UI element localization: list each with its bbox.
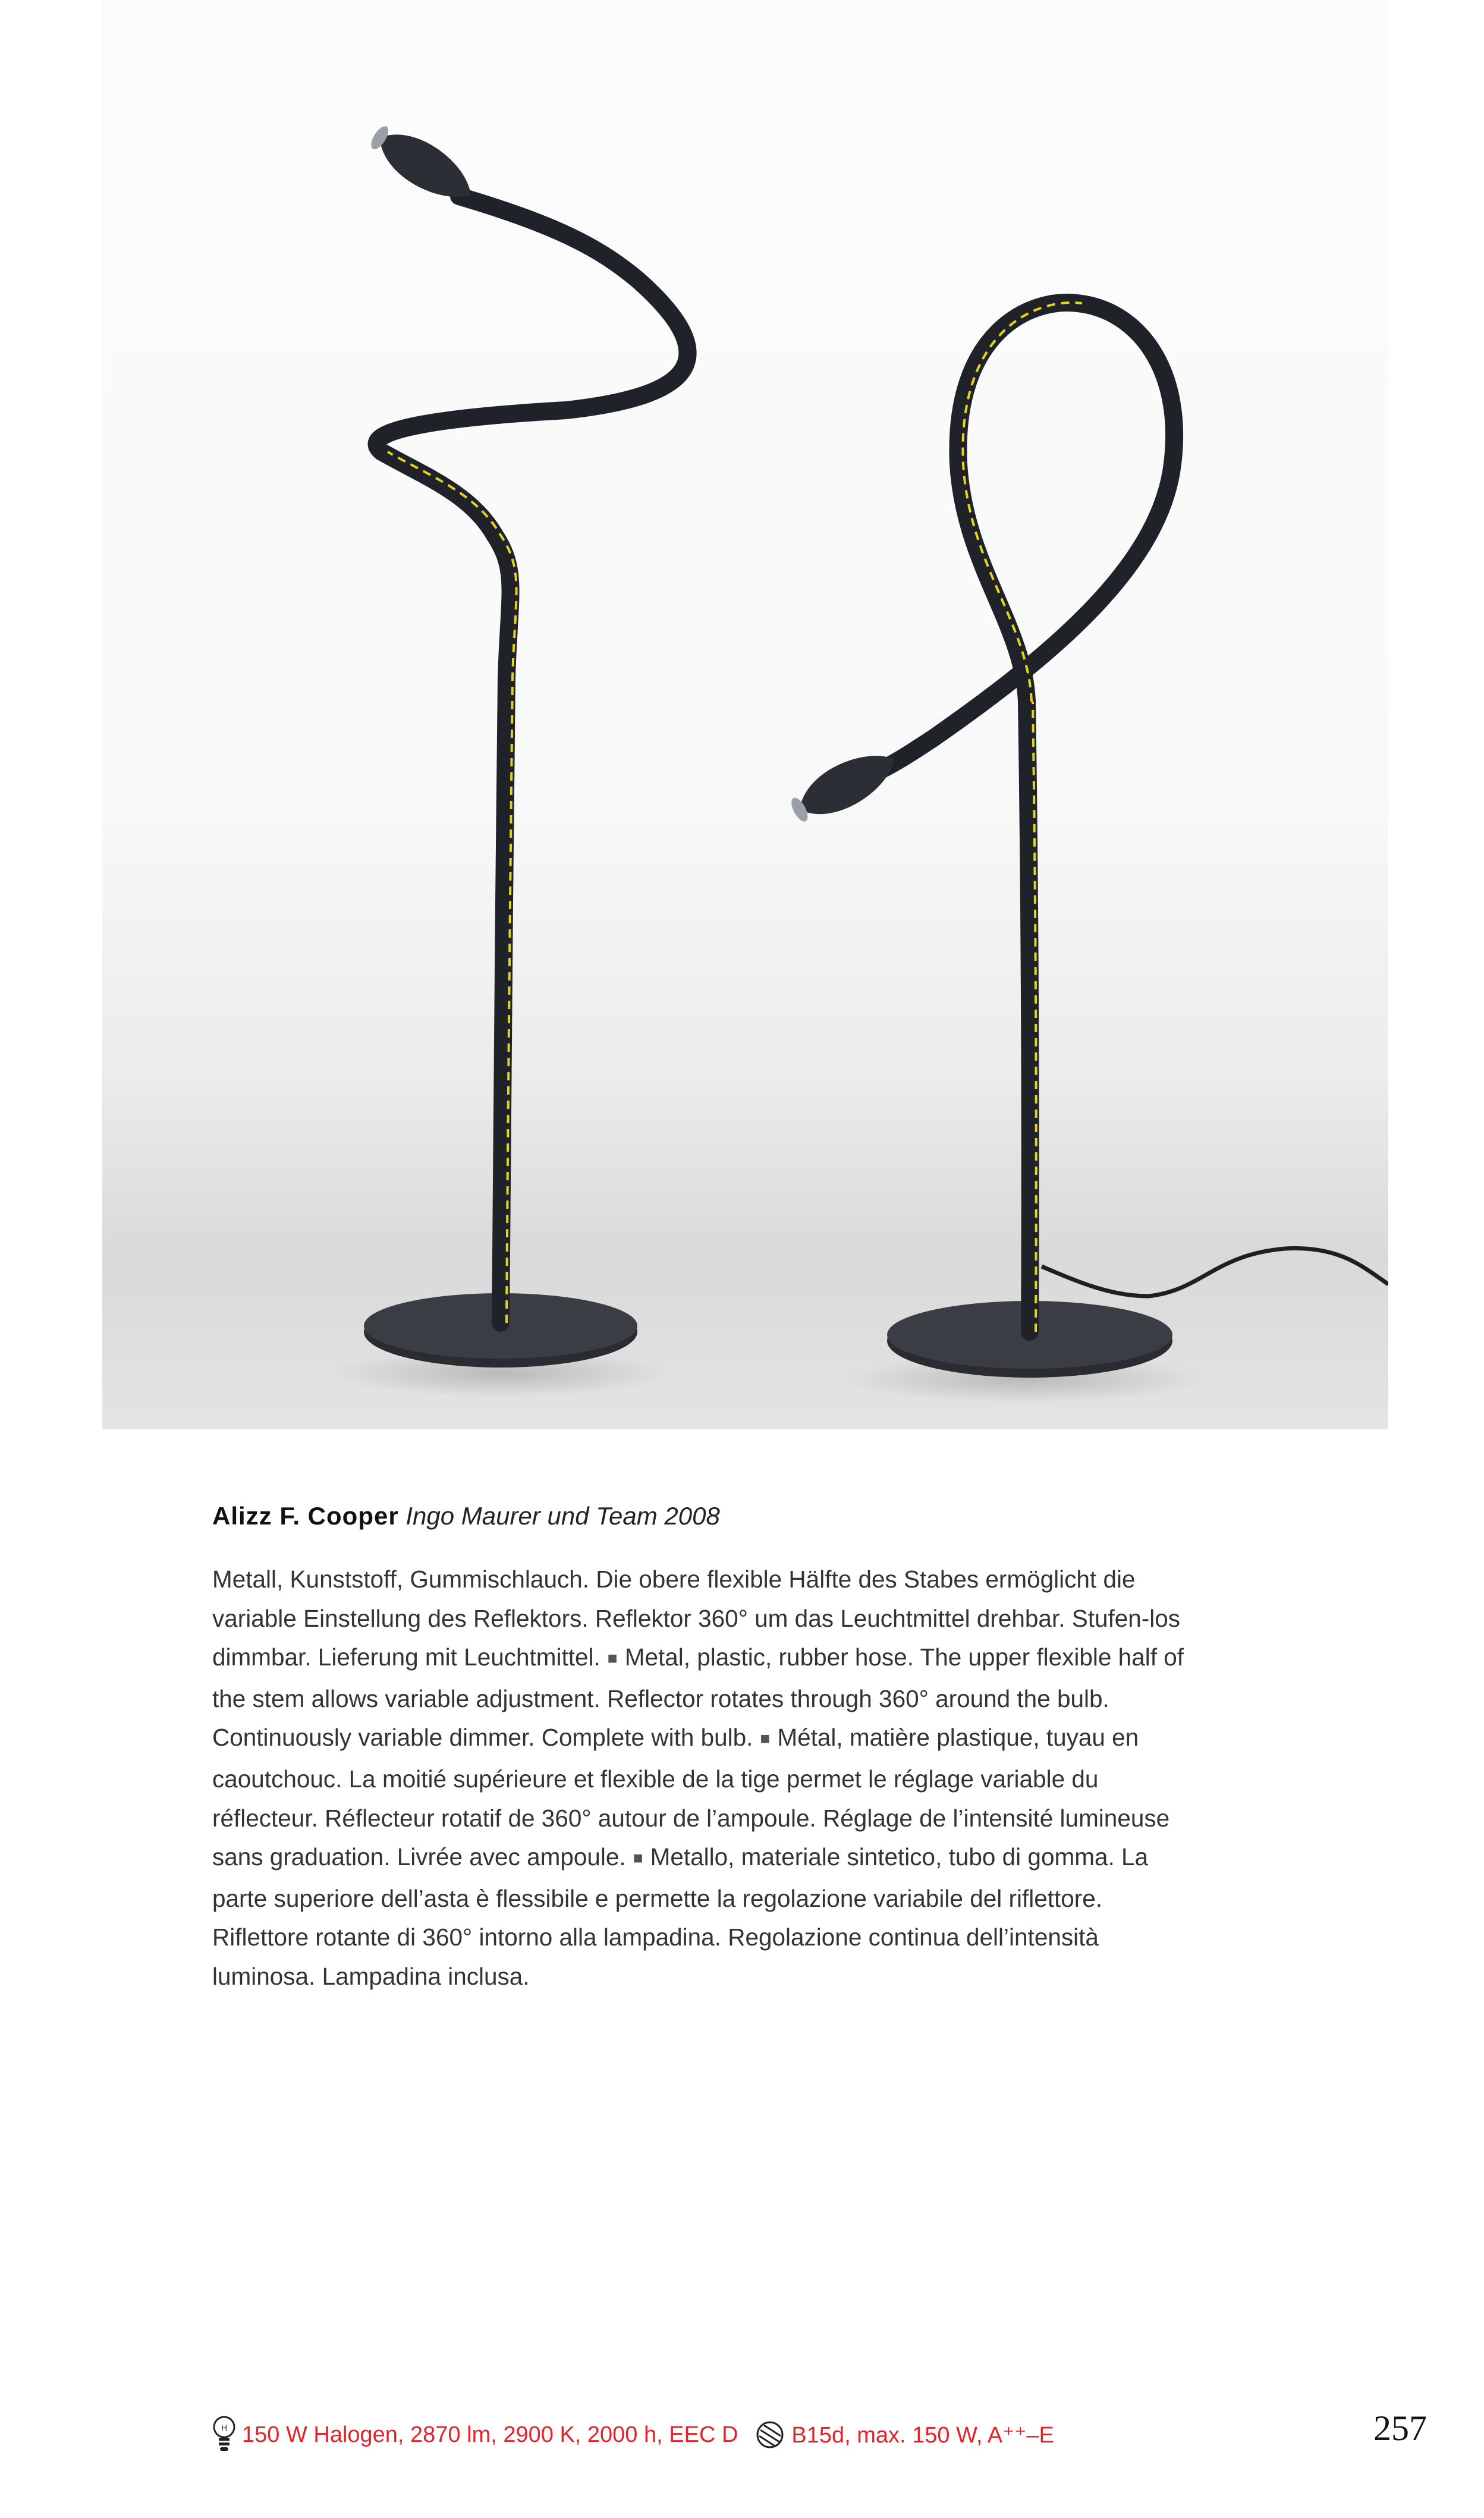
product-title [212, 1500, 1342, 1533]
separator-square: ■ [633, 1849, 643, 1868]
socket-spec: B15d, max. 150 W, A⁺⁺–E [791, 2422, 1054, 2448]
description-it: Metallo, materiale sintetico, tubo di gomma. La parte superiore dell’asta è flessibile e permette la regolazione variabile del riflettore. Riflettore rotante di 360° intorno alla lampadina. Regolazione continua dell’intensità luminosa. Lampadina inclusa. [212, 1843, 1149, 1990]
socket-icon [754, 2419, 785, 2450]
separator-square: ■ [607, 1649, 618, 1668]
left-floor-lamp [334, 117, 688, 1397]
page-number: 257 [1373, 2409, 1427, 2448]
description-fr: Métal, matière plastique, tuyau en caoutchouc. La moitié supérieure et flexible de la tige permet le réglage variable du réflecteur. Réflecteur rotatif de 360° autour de l’ampoule. Réglage de l’intensité lumineuse sans graduation. Livrée avec ampoule. [212, 1724, 1170, 1871]
halogen-bulb-icon [212, 2415, 236, 2454]
svg-text:H: H [221, 2423, 228, 2432]
product-description [212, 1560, 1187, 1997]
description-de: Metall, Kunststoff, Gummischlauch. Die obere flexible Hälfte des Stabes ermöglicht die variable Einstellung des Reflektors. Reflektor 360° um das Leuchtmittel drehbar. Stufen-los dimmbar. Lieferung mit Leuchtmittel. [212, 1566, 1181, 1671]
product-name: Alizz F. Cooper [212, 1502, 399, 1530]
right-floor-lamp [784, 303, 1388, 1403]
description-en: Metal, plastic, rubber hose. The upper flexible half of the stem allows variable adjustment. Reflector rotates through 360° around the bulb. Continuously variable dimmer. Complete with bulb. [212, 1643, 1184, 1752]
technical-specs [212, 2414, 1054, 2456]
bulb-spec: 150 W Halogen, 2870 lm, 2900 K, 2000 h, EEC D [242, 2422, 738, 2447]
product-designer: Ingo Maurer und Team 2008 [405, 1502, 720, 1530]
product-photo [102, 0, 1388, 1429]
separator-square: ■ [760, 1729, 771, 1748]
